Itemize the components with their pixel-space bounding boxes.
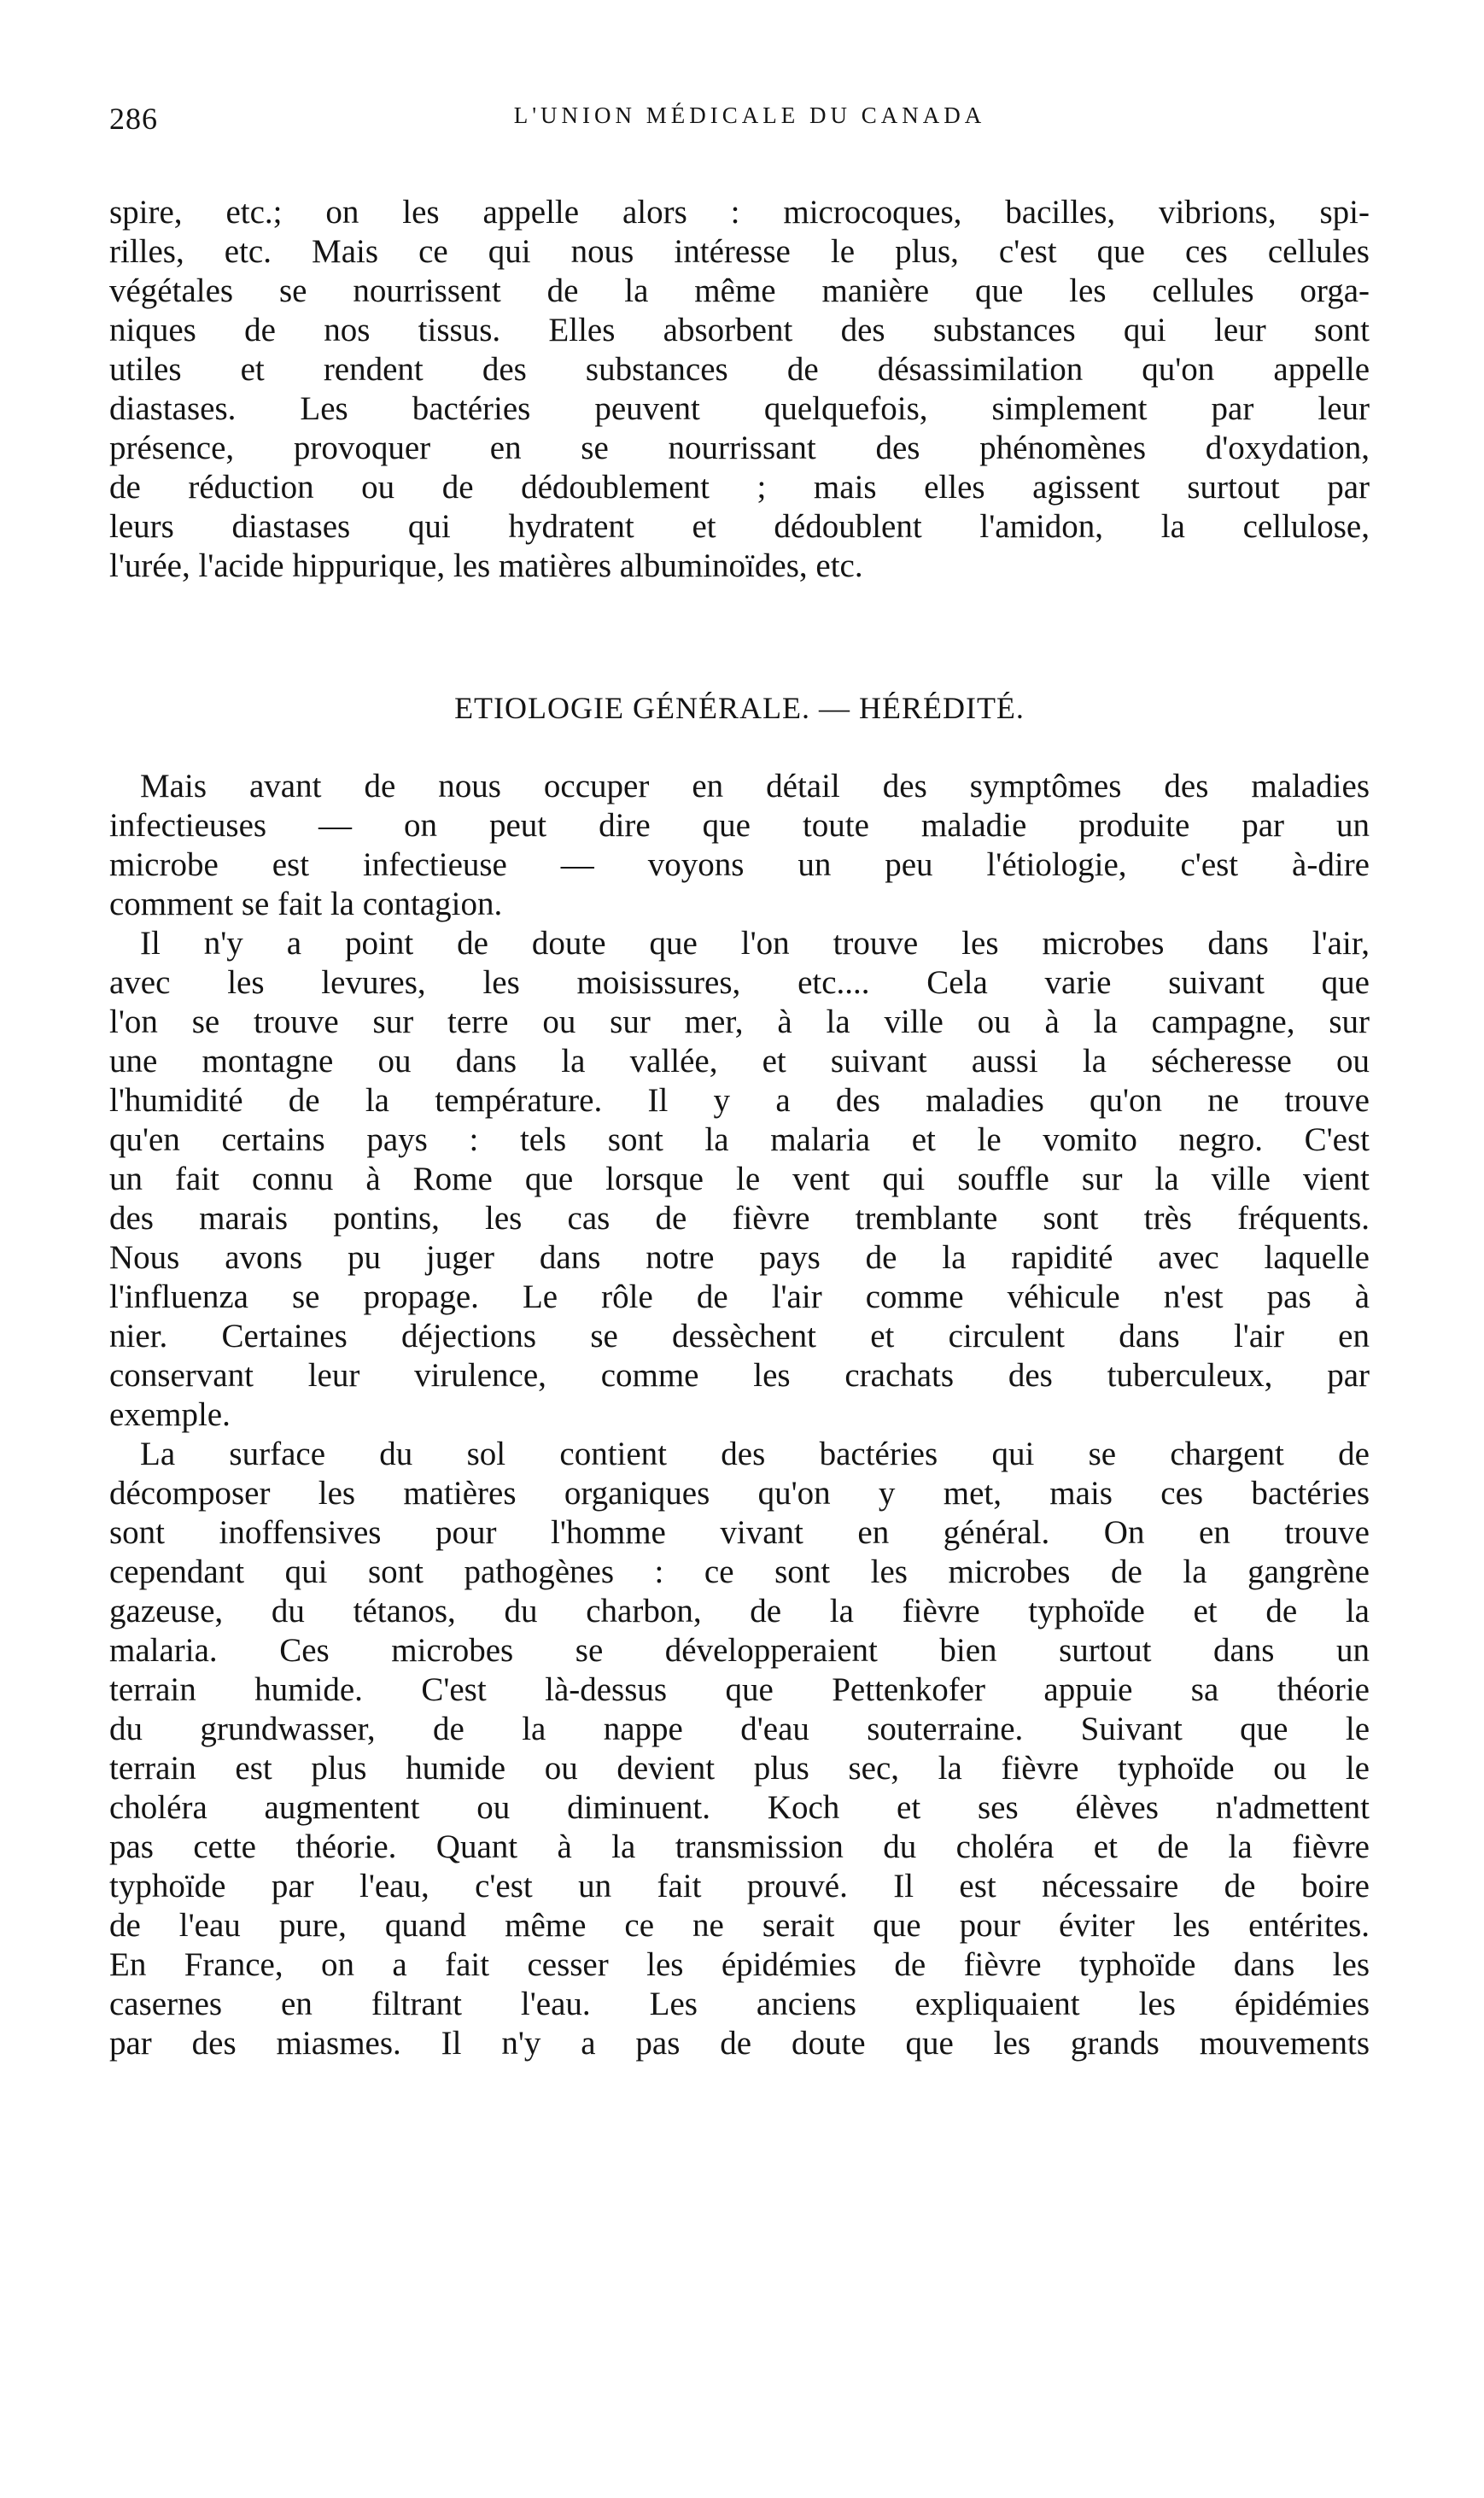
text-line: décomposer les matières organiques qu'on y met, mais ces bactéries: [109, 1475, 1370, 1512]
text-line: La surface du sol contient des bactéries qui se chargent de: [140, 1436, 1370, 1472]
running-title: L'UNION MÉDICALE DU CANADA: [513, 102, 986, 128]
text-line: terrain humide. C'est là-dessus que Pettenkofer appuie sa théorie: [109, 1671, 1370, 1708]
page-number: 286: [109, 102, 158, 136]
text-line: leurs diastases qui hydratent et dédoublent l'amidon, la cellulose,: [109, 508, 1370, 545]
text-line: par des miasmes. Il n'y a pas de doute que les grands mouvements: [109, 2025, 1370, 2062]
running-header: [109, 101, 1390, 135]
text-line: spire, etc.; on les appelle alors : microcoques, bacilles, vibrions, spi-: [109, 194, 1370, 231]
text-line: végétales se nourrissent de la même manière que les cellules orga-: [109, 272, 1370, 309]
text-line: un fait connu à Rome que lorsque le vent qui souffle sur la ville vient: [109, 1161, 1370, 1197]
text-line: de réduction ou de dédoublement ; mais elles agissent surtout par: [109, 469, 1370, 506]
text-line: de l'eau pure, quand même ce ne serait que pour éviter les entérites.: [109, 1907, 1370, 1944]
text-line: niques de nos tissus. Elles absorbent des substances qui leur sont: [109, 312, 1370, 348]
text-line: des marais pontins, les cas de fièvre tremblante sont très fréquents.: [109, 1200, 1370, 1237]
text-line: nier. Certaines déjections se dessèchent et circulent dans l'air en: [109, 1318, 1370, 1354]
text-line: terrain est plus humide ou devient plus sec, la fièvre typhoïde ou le: [109, 1750, 1370, 1787]
paragraph-block-2: [109, 767, 1370, 2063]
text-line: exemple.: [109, 1396, 231, 1433]
text-line: conservant leur virulence, comme les crachats des tuberculeux, par: [109, 1357, 1370, 1394]
text-line: Nous avons pu juger dans notre pays de la rapidité avec laquelle: [109, 1239, 1370, 1276]
text-line: utiles et rendent des substances de désassimilation qu'on appelle: [109, 351, 1370, 388]
text-line: casernes en filtrant l'eau. Les anciens expliquaient les épidémies: [109, 1986, 1370, 2022]
paragraph-block-1: [109, 193, 1370, 586]
text-line: gazeuse, du tétanos, du charbon, de la fièvre typhoïde et de la: [109, 1593, 1370, 1629]
text-line: avec les levures, les moisissures, etc.... Cela varie suivant que: [109, 964, 1370, 1001]
text-line: choléra augmentent ou diminuent. Koch et ses élèves n'admettent: [109, 1789, 1370, 1826]
text-line: l'urée, l'acide hippurique, les matières albuminoïdes, etc.: [109, 547, 863, 584]
text-line: l'on se trouve sur terre ou sur mer, à la ville ou à la campagne, sur: [109, 1003, 1370, 1040]
text-line: infectieuses — on peut dire que toute maladie produite par un: [109, 807, 1370, 844]
text-line: Il n'y a point de doute que l'on trouve les microbes dans l'air,: [140, 925, 1370, 962]
text-line: présence, provoquer en se nourrissant des phénomènes d'oxydation,: [109, 430, 1370, 466]
text-line: du grundwasser, de la nappe d'eau souterraine. Suivant que le: [109, 1711, 1370, 1747]
text-line: typhoïde par l'eau, c'est un fait prouvé. Il est nécessaire de boire: [109, 1868, 1370, 1904]
text-line: l'influenza se propage. Le rôle de l'air comme véhicule n'est pas à: [109, 1278, 1370, 1315]
text-line: En France, on a fait cesser les épidémies de fièvre typhoïde dans les: [109, 1946, 1370, 1983]
text-line: l'humidité de la température. Il y a des maladies qu'on ne trouve: [109, 1082, 1370, 1119]
text-line: pas cette théorie. Quant à la transmission du choléra et de la fièvre: [109, 1828, 1370, 1865]
text-line: rilles, etc. Mais ce qui nous intéresse le plus, c'est que ces cellules: [109, 233, 1370, 270]
text-line: cependant qui sont pathogènes : ce sont les microbes de la gangrène: [109, 1553, 1370, 1590]
section-heading: ETIOLOGIE GÉNÉRALE. — HÉRÉDITÉ.: [454, 691, 1025, 725]
text-line: comment se fait la contagion.: [109, 886, 503, 922]
text-line: diastases. Les bactéries peuvent quelquefois, simplement par leur: [109, 390, 1370, 427]
text-line: qu'en certains pays : tels sont la malaria et le vomito negro. C'est: [109, 1121, 1370, 1158]
text-line: sont inoffensives pour l'homme vivant en général. On en trouve: [109, 1514, 1370, 1551]
text-line: malaria. Ces microbes se développeraient bien surtout dans un: [109, 1632, 1370, 1669]
text-line: microbe est infectieuse — voyons un peu l'étiologie, c'est à-dire: [109, 846, 1370, 883]
text-line: Mais avant de nous occuper en détail des symptômes des maladies: [140, 768, 1370, 804]
text-line: une montagne ou dans la vallée, et suivant aussi la sécheresse ou: [109, 1043, 1370, 1079]
